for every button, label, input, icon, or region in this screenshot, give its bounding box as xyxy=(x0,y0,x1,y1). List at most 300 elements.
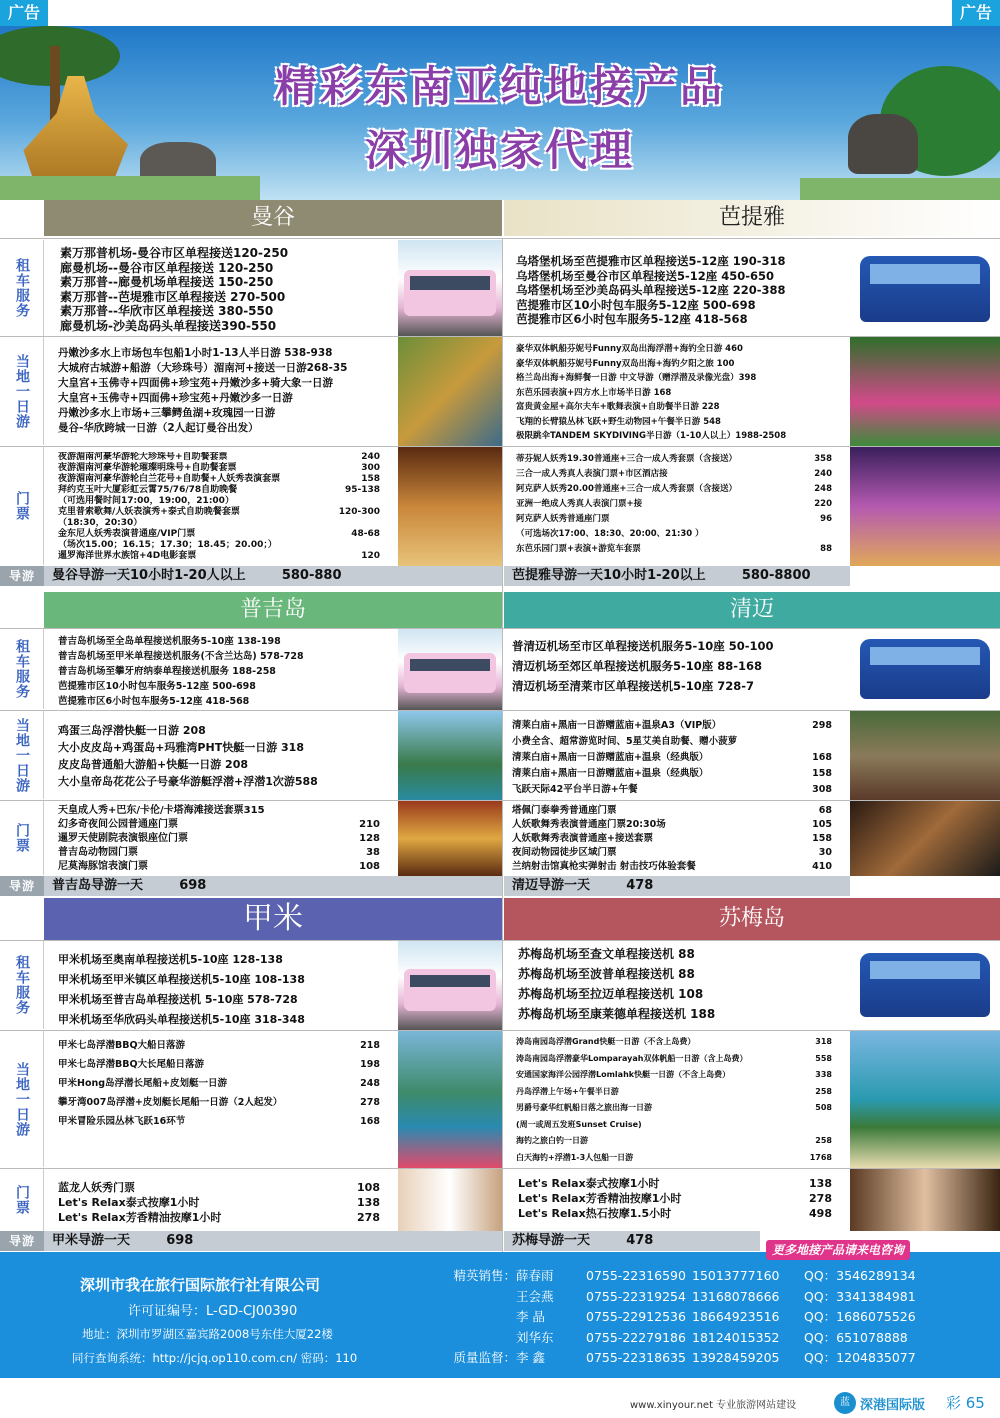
item-price: 30 xyxy=(818,847,832,858)
company-address: 地址：深圳市罗湖区嘉宾路2008号东佳大厦22楼 xyxy=(82,1327,333,1341)
list-item: 大皇宫+玉佛寺+四面佛+珍宝苑+丹嫩沙多+骑大象一日游 xyxy=(58,377,333,389)
item-price: 105 xyxy=(812,819,832,830)
contact-name: 王会燕 xyxy=(516,1288,554,1304)
list-item: 苏梅岛机场至查文单程接送机 88 xyxy=(518,947,695,961)
list-item: 飞翔的长臂猿丛林飞跃+野生动物园+午餐半日游 548 xyxy=(516,416,721,427)
list-item xyxy=(516,467,850,482)
bangkok-tour-list xyxy=(58,346,398,436)
list-item: 素万那普--廊曼机场单程接送 150-250 xyxy=(60,275,274,289)
list-item: 普吉岛机场至攀牙府纳泰单程接送机服务 188-258 xyxy=(58,666,276,677)
item-price: 198 xyxy=(360,1059,380,1070)
row-label-car: 租车服务 xyxy=(0,941,44,1029)
contact-mobile: 18124015352 xyxy=(692,1329,780,1345)
section-header-krabi: 甲米 xyxy=(44,898,502,940)
bangkok-ticket-list xyxy=(58,452,398,562)
list-item xyxy=(516,452,850,467)
chiangmai-guide: 清迈导游一天 478 xyxy=(504,876,850,896)
row-label-tour: 当地一日游 xyxy=(0,1031,44,1167)
item-text: 阿克萨人妖秀20.00普通座+三合一成人秀套票（含接送） xyxy=(516,484,738,494)
item-text: 塔佩门泰拳秀普通座门票 xyxy=(512,805,617,816)
item-text: 东芭乐园门票+表演+游览车套票 xyxy=(516,544,641,554)
page-number: 彩 65 xyxy=(946,1394,985,1412)
brand-name: 深港国际版 xyxy=(860,1398,926,1413)
item-price xyxy=(380,540,398,551)
item-price: 220 xyxy=(814,499,832,509)
list-item: 素万那普机场-曼谷市区单程接送120-250 xyxy=(60,246,289,260)
list-item xyxy=(58,1112,398,1131)
item-price: 158 xyxy=(812,768,832,779)
contact-name: 薛春雨 xyxy=(516,1268,554,1283)
list-item: 苏梅岛机场至康莱德单程接送机 188 xyxy=(518,1007,716,1021)
list-item: 素万那普--芭堤雅市区单程接送 270-500 xyxy=(60,289,286,304)
massage-photo xyxy=(850,1169,1000,1231)
item-text: 拜约克玉叶大厦彩虹云霄75/76/78自助晚餐 xyxy=(58,485,238,495)
item-text: 人妖歌舞秀表演普通座门票20:30场 xyxy=(512,819,666,830)
brand-logo-icon: 蓝 xyxy=(834,1392,856,1414)
item-text: 海钓之旅白钓一日游 xyxy=(516,1136,588,1145)
item-price: 95-138 xyxy=(344,485,380,495)
item-price: 120 xyxy=(361,551,380,561)
list-item xyxy=(58,529,398,540)
list-item xyxy=(516,1150,850,1167)
item-price: 48-68 xyxy=(351,529,380,539)
list-item: 富贵黄金屋+高尔夫车+歌舞表演+自助餐半日游 228 xyxy=(516,402,720,412)
item-price: 258 xyxy=(815,1136,832,1145)
list-item xyxy=(512,782,850,798)
pattaya-ticket-list xyxy=(516,452,850,557)
item-text: 清莱白庙+黑庙一日游赠蓝庙+温泉（经典版） xyxy=(512,752,709,763)
item-text: 兰纳射击馆真枪实弹射击 射击技巧体验套餐 xyxy=(512,861,696,872)
item-text: （可选场次17:00、18:30、20:00、21:30 ） xyxy=(516,529,704,539)
query-system: 同行查询系统：http://jcjq.op110.com.cn/ 密码：110 xyxy=(72,1351,358,1365)
item-price: 168 xyxy=(812,752,832,763)
item-price xyxy=(832,734,850,750)
license-number: 许可证编号：L-GD-CJ00390 xyxy=(128,1304,298,1319)
item-price: 298 xyxy=(812,720,832,731)
garden-photo xyxy=(850,337,1000,446)
list-item xyxy=(512,734,850,750)
item-text: 安通国家海洋公园浮潜Lomlahk快艇一日游（不含上岛费） xyxy=(516,1070,731,1079)
list-item xyxy=(58,507,398,518)
list-item: 豪华双体帆船芬妮号Funny双岛出海+海钓夕阳之旅 100 xyxy=(516,358,735,369)
samui-ticket-list xyxy=(518,1176,850,1221)
list-item xyxy=(58,518,398,529)
list-item xyxy=(58,474,398,485)
item-text: Let's Relax热石按摩1.5小时 xyxy=(518,1207,672,1220)
list-item: 普清迈机场至市区单程接送机服务5-10座 50-100 xyxy=(512,639,774,653)
item-text: 阿克萨人妖秀普通座门票 xyxy=(516,514,610,524)
list-item: 乌塔堡机场至芭提雅市区单程接送5-12座 190-318 xyxy=(516,254,786,268)
samui-tour-list xyxy=(516,1034,850,1166)
list-item xyxy=(518,1191,850,1206)
list-item xyxy=(58,463,398,474)
contact-tel: 0755-22318635 xyxy=(586,1350,686,1365)
list-item xyxy=(512,832,850,846)
list-item xyxy=(516,1067,850,1084)
item-price xyxy=(832,527,850,542)
row-label-car: 租车服务 xyxy=(0,240,44,336)
contact-qq: QQ：1204835077 xyxy=(804,1350,916,1365)
item-price: 96 xyxy=(820,514,832,524)
item-text: 男爵号豪华红帆船日落之旅出海一日游 xyxy=(516,1103,652,1112)
list-item xyxy=(58,452,398,463)
item-text: 小费全含、超常游览时间、5星艾美自助餐、赠小菠萝 xyxy=(512,736,738,747)
list-item xyxy=(516,482,850,497)
list-item: 甲米机场至甲米镇区单程接送机5-10座 108-138 xyxy=(58,973,305,986)
list-item xyxy=(516,527,850,542)
list-item xyxy=(512,718,850,734)
banner-title: 精彩东南亚纯地接产品 xyxy=(274,62,725,111)
website-credit: www.xinyour.net 专业旅游网站建设 xyxy=(630,1400,797,1411)
bangkok-guide: 曼谷导游一天10小时1-20人以上 580-880 xyxy=(44,566,502,586)
item-text: 三合一成人秀真人表演门票+市区酒店接 xyxy=(516,469,668,479)
item-text: 清莱白庙+黑庙一日游赠蓝庙+温泉A3（VIP版） xyxy=(512,720,722,731)
item-price: 88 xyxy=(820,544,832,554)
contact-row xyxy=(450,1328,990,1349)
item-text: 攀牙湾007岛浮潜+皮划艇长尾船一日游（2人起发） xyxy=(58,1097,283,1108)
list-item: 大小皇帝岛花花公子号豪华游艇浮潜+浮潜1次游588 xyxy=(58,775,318,788)
contact-role: 质量监督： xyxy=(453,1350,516,1365)
list-item: 皮皮岛普通船大游船+快艇一日游 208 xyxy=(58,758,249,771)
list-item xyxy=(518,1206,850,1221)
list-item: 普吉岛机场至甲米单程接送机服务(不含兰达岛) 578-728 xyxy=(58,651,304,662)
item-text: 克里普索歌舞/人妖表演秀+泰式自助晚餐套票 xyxy=(58,507,240,517)
list-item: 清迈机场至清莱市区单程接送机5-10座 728-7 xyxy=(512,679,755,693)
list-item xyxy=(58,551,398,562)
list-item: 甲米机场至奥南单程接送机5-10座 128-138 xyxy=(58,953,283,966)
krabi-tour-list xyxy=(58,1036,398,1131)
list-item xyxy=(58,1055,398,1074)
list-item xyxy=(512,766,850,782)
row-label-car: 租车服务 xyxy=(0,629,44,709)
dancer-photo xyxy=(398,447,502,566)
list-item xyxy=(58,1093,398,1112)
contact-tel: 0755-22912536 xyxy=(586,1309,686,1324)
list-item xyxy=(58,860,398,874)
contact-name: 李 鑫 xyxy=(516,1350,545,1365)
item-text: 幻多奇夜间公园普通座门票 xyxy=(58,819,178,830)
contact-qq: QQ：651078888 xyxy=(804,1329,908,1345)
item-price: 338 xyxy=(815,1070,832,1079)
item-price xyxy=(832,1117,850,1134)
tour-bus-photo xyxy=(398,941,502,1030)
list-item: 大城府古城游+船游（大珍珠号）湄南河+接送一日游268-35 xyxy=(58,362,348,374)
item-text: 天皇成人秀+巴东/卡伦/卡塔海滩接送套票315 xyxy=(58,805,265,816)
item-price: 278 xyxy=(357,1211,380,1224)
list-item: 甲米机场至华欣码头单程接送机5-10座 318-348 xyxy=(58,1013,305,1026)
list-item: 苏梅岛机场至波普单程接送机 88 xyxy=(518,967,695,981)
banner-subtitle: 深圳独家代理 xyxy=(364,126,635,175)
item-price xyxy=(380,496,398,507)
row-label-ticket: 门票 xyxy=(0,447,44,565)
list-item: 芭提雅市区10小时包车服务5-12座 500-698 xyxy=(516,297,756,312)
item-price: 240 xyxy=(361,452,380,462)
item-price: 558 xyxy=(815,1053,832,1063)
contact-row xyxy=(450,1307,990,1328)
list-item: 廊曼机场--曼谷市区单程接送 120-250 xyxy=(60,260,274,275)
beach-photo xyxy=(850,1031,1000,1168)
island-photo xyxy=(398,711,502,800)
list-item xyxy=(58,485,398,496)
spa-photo xyxy=(398,1169,502,1231)
list-item xyxy=(58,846,398,860)
item-text: （可选用餐时间17:00，19:00，21:00） xyxy=(58,496,234,506)
item-price: 108 xyxy=(359,861,380,872)
item-text: Let's Relax泰式按摩1小时 xyxy=(518,1177,660,1190)
list-item xyxy=(58,496,398,507)
list-item: 乌塔堡机场至曼谷市区单程接送5-12座 450-650 xyxy=(516,268,775,283)
item-text: 暹罗天使剧院表演银座位门票 xyxy=(58,833,188,844)
list-item xyxy=(58,540,398,551)
item-price: 318 xyxy=(815,1037,832,1046)
item-price: 138 xyxy=(357,1196,380,1209)
section-header-pattaya: 芭提雅 xyxy=(504,200,1000,236)
contact-row xyxy=(450,1287,990,1308)
list-item xyxy=(516,1133,850,1150)
item-price: 278 xyxy=(360,1097,380,1108)
item-text: 人妖歌舞秀表演普通座+接送套票 xyxy=(512,833,653,844)
page-bottom xyxy=(0,1378,1000,1418)
list-item: 鸡蛋三岛浮潜快艇一日游 208 xyxy=(58,724,206,737)
phuket-ticket-list xyxy=(58,804,398,874)
list-item: 大小皮皮岛+鸡蛋岛+玛雅湾PHT快艇一日游 318 xyxy=(58,741,304,754)
item-text: 普吉岛动物园门票 xyxy=(58,847,138,858)
samui-car-list xyxy=(518,944,850,1024)
list-item: 普吉岛机场至全岛单程接送机服务5-10座 138-198 xyxy=(58,636,281,647)
list-item: 豪华双体帆船芬妮号Funny双岛出海浮潜+海钓全日游 460 xyxy=(516,344,743,354)
list-item: 廊曼机场-沙美岛码头单程接送390-550 xyxy=(60,318,277,333)
item-price xyxy=(380,518,398,529)
list-item xyxy=(516,512,850,527)
item-price: 128 xyxy=(359,833,380,844)
grass-left xyxy=(0,176,260,200)
item-price: 258 xyxy=(815,1086,832,1096)
section-header-bangkok: 曼谷 xyxy=(44,200,502,236)
list-item xyxy=(58,804,398,818)
item-price: 210 xyxy=(359,819,380,830)
pattaya-tour-list xyxy=(516,342,850,444)
list-item xyxy=(58,1195,398,1210)
item-text: 蓝龙人妖秀门票 xyxy=(58,1181,135,1194)
list-item: 芭提雅市区6小时包车服务5-12座 418-568 xyxy=(516,312,748,326)
banner xyxy=(0,26,1000,200)
contact-mobile: 13168078666 xyxy=(692,1288,780,1304)
krabi-car-list xyxy=(58,950,398,1030)
ad-badge-left: 广告 xyxy=(0,0,48,26)
item-price: 38 xyxy=(366,847,380,858)
row-label-ticket: 门票 xyxy=(0,801,44,875)
item-text: 金东尼人妖秀表演普通座/VIP门票 xyxy=(58,529,196,539)
item-text: 涛岛南园岛浮潜Grand快艇一日游（不含上岛费） xyxy=(516,1037,696,1046)
item-text: 夜游湄南河豪华游轮白兰花号+自助餐+人妖秀表演套票 xyxy=(58,474,281,484)
row-label-guide: 导游 xyxy=(0,566,44,586)
item-text: 甲米七岛浮潜BBQ大长尾船日落游 xyxy=(58,1059,205,1070)
contact-name: 刘华东 xyxy=(516,1329,554,1345)
contact-qq: QQ：3546289134 xyxy=(804,1268,916,1283)
section-header-samui: 苏梅岛 xyxy=(504,898,1000,940)
list-item xyxy=(58,818,398,832)
list-item: 东芭乐园表演+四方水上市场半日游 168 xyxy=(516,387,672,398)
item-text: 丹岛浮潜上午场+午餐半日游 xyxy=(516,1086,619,1096)
tour-bus-photo xyxy=(398,240,502,336)
item-price: 158 xyxy=(812,833,832,844)
contact-row xyxy=(450,1266,990,1287)
footer xyxy=(0,1252,1000,1378)
chiangmai-ticket-list xyxy=(512,804,850,874)
list-item xyxy=(516,542,850,557)
elephant-ride-photo xyxy=(850,711,1000,800)
section-header-phuket: 普吉岛 xyxy=(44,592,502,628)
item-price: 1768 xyxy=(809,1152,832,1162)
list-item: 乌塔堡机场至沙美岛码头单程接送5-12座 220-388 xyxy=(516,283,786,297)
item-price: 358 xyxy=(814,454,832,464)
item-price: 108 xyxy=(357,1181,380,1194)
contact-mobile: 18664923516 xyxy=(692,1309,780,1324)
item-text: （场次15.00；16.15；17.30；18.45；20.00；） xyxy=(58,540,277,550)
bangkok-car-list xyxy=(60,246,398,333)
list-item: 丹嫩沙多水上市场包车包船1小时1-13人半日游 538-938 xyxy=(58,347,333,359)
blue-coach-photo xyxy=(850,941,1000,1030)
item-price: 240 xyxy=(814,469,832,479)
contact-tel: 0755-22319254 xyxy=(586,1288,686,1304)
pattaya-guide: 芭提雅导游一天10小时1-20以上 580-8800 xyxy=(504,566,850,586)
phuket-guide: 普吉岛导游一天 698 xyxy=(44,876,502,896)
kayak-photo xyxy=(398,1031,502,1168)
list-item: 苏梅岛机场至拉迈单程接送机 108 xyxy=(518,987,704,1001)
item-text: 甲米冒险乐园丛林飞跃16环节 xyxy=(58,1116,186,1127)
row-label-tour: 当地一日游 xyxy=(0,711,44,799)
list-item: 极限跳伞TANDEM SKYDIVING半日游（1-10人以上）1988-2508 xyxy=(516,431,787,441)
item-price xyxy=(380,804,398,818)
item-price: 248 xyxy=(814,484,832,494)
blue-coach-photo xyxy=(850,629,1000,710)
list-item: 大皇宫+玉佛寺+四面佛+珍宝苑+丹嫩沙多一日游 xyxy=(58,392,293,404)
list-item xyxy=(512,804,850,818)
item-text: 涛岛南园岛浮潜豪华Lomparayah双体帆船一日游（含上岛费） xyxy=(516,1053,748,1063)
item-text: 白天海钓+浮潜1-3人包船一日游 xyxy=(516,1152,634,1162)
list-item: 丹嫩沙多水上市场+三攀鳄鱼湖+玫瑰园一日游 xyxy=(58,407,276,419)
company-name: 深圳市我在旅行国际旅行社有限公司 xyxy=(80,1276,321,1294)
item-price: 508 xyxy=(815,1103,832,1112)
list-item: 甲米机场至普吉岛单程接送机 5-10座 578-728 xyxy=(58,993,298,1006)
chiangmai-car-list xyxy=(512,636,850,696)
muay-thai-photo xyxy=(850,801,1000,876)
item-text: 甲米七岛浮潜BBQ大船日落游 xyxy=(58,1040,186,1051)
list-item xyxy=(516,1084,850,1101)
row-label-guide: 导游 xyxy=(0,876,44,896)
divider xyxy=(0,238,1000,239)
contact-role: 精英销售： xyxy=(453,1268,516,1283)
row-label-ticket: 门票 xyxy=(0,1169,44,1231)
temple-photo xyxy=(398,801,502,876)
list-item xyxy=(516,1117,850,1134)
item-price: 278 xyxy=(809,1192,832,1205)
blue-coach-photo xyxy=(850,240,1000,336)
section-header-chiangmai: 清迈 xyxy=(504,592,1000,628)
list-item: 清迈机场至郊区单程接送机服务5-10座 88-168 xyxy=(512,659,763,673)
item-text: 飞跃天际42平台半日游+午餐 xyxy=(512,784,638,795)
contact-tel: 0755-22279186 xyxy=(586,1329,686,1345)
item-text: 甲米Hong岛浮潜长尾船+皮划艇一日游 xyxy=(58,1078,228,1089)
contact-row xyxy=(450,1348,990,1369)
item-price: 158 xyxy=(361,474,380,484)
list-item xyxy=(512,750,850,766)
column-divider xyxy=(502,238,503,1266)
item-text: 清莱白庙+黑庙一日游赠蓝庙+温泉（经典版） xyxy=(512,768,709,779)
phuket-car-list xyxy=(58,634,398,709)
list-item: 素万那普--华欣市区单程接送 380-550 xyxy=(60,304,274,318)
list-item xyxy=(58,1210,398,1225)
item-price: 120-300 xyxy=(338,507,380,517)
contact-mobile: 13928459205 xyxy=(692,1350,780,1365)
item-price: 68 xyxy=(818,805,832,816)
row-label-guide: 导游 xyxy=(0,1231,44,1251)
contact-name: 李 晶 xyxy=(516,1309,545,1324)
grass-right xyxy=(800,178,1000,200)
phuket-tour-list xyxy=(58,722,398,790)
samui-guide: 苏梅导游一天 478 xyxy=(504,1231,760,1251)
pattaya-car-list xyxy=(516,254,850,327)
list-item xyxy=(516,1100,850,1117)
list-item xyxy=(512,846,850,860)
item-text: 暹罗海洋世界水族馆+4D电影套票 xyxy=(58,551,197,561)
list-item: 曼谷-华欣跨城一日游（2人起订曼谷出发） xyxy=(58,422,259,434)
list-item xyxy=(516,497,850,512)
list-item xyxy=(512,818,850,832)
item-price: 410 xyxy=(812,861,832,872)
item-price: 168 xyxy=(360,1116,380,1127)
item-text: 夜游湄南河豪华游轮大珍珠号+自助餐套票 xyxy=(58,452,228,462)
krabi-ticket-list xyxy=(58,1180,398,1225)
contact-list xyxy=(450,1266,990,1369)
list-item: 格兰岛出海+海鲜餐一日游 中文导游（赠浮潜及录像光盘）398 xyxy=(516,373,757,383)
item-text: 蒂芬妮人妖秀19.30普通座+三合一成人秀套票（含接送） xyxy=(516,454,738,464)
chiangmai-tour-list xyxy=(512,718,850,798)
list-item xyxy=(58,1074,398,1093)
item-text: 尼莫海豚馆表演门票 xyxy=(58,861,148,872)
krabi-guide: 甲米导游一天 698 xyxy=(44,1231,502,1251)
item-text: Let's Relax泰式按摩1小时 xyxy=(58,1196,200,1209)
more-products-badge: 更多地接产品请来电咨询 xyxy=(766,1240,910,1260)
row-label-tour: 当地一日游 xyxy=(0,337,44,445)
item-price: 498 xyxy=(809,1207,832,1220)
floating-market-photo xyxy=(398,337,502,446)
tour-bus-photo xyxy=(398,629,502,710)
item-price: 248 xyxy=(360,1078,380,1089)
item-text: 夜间动物园徒步区域门票 xyxy=(512,847,617,858)
list-item xyxy=(516,1051,850,1068)
list-item xyxy=(512,860,850,874)
item-price: 300 xyxy=(361,463,380,473)
item-text: Let's Relax芳香精油按摩1小时 xyxy=(58,1211,222,1224)
item-price: 218 xyxy=(360,1040,380,1051)
list-item: 芭提雅市区10小时包车服务5-12座 500-698 xyxy=(58,681,256,692)
contact-tel: 0755-22316590 xyxy=(586,1268,686,1283)
contact-qq: QQ：1686075526 xyxy=(804,1309,916,1324)
contact-mobile: 15013777160 xyxy=(692,1268,780,1283)
item-text: 夜游湄南河豪华游轮璀璨明珠号+自助餐套票 xyxy=(58,463,237,473)
item-text: （18:30，20:30） xyxy=(58,518,143,528)
list-item xyxy=(58,1036,398,1055)
list-item xyxy=(58,832,398,846)
show-photo xyxy=(850,447,1000,566)
item-price: 138 xyxy=(809,1177,832,1190)
item-text: 亚洲一绝成人秀真人表演门票+接 xyxy=(516,499,643,509)
list-item xyxy=(518,1176,850,1191)
item-text: Let's Relax芳香精油按摩1小时 xyxy=(518,1192,682,1205)
item-price: 308 xyxy=(812,784,832,795)
contact-qq: QQ：3341384981 xyxy=(804,1288,916,1304)
